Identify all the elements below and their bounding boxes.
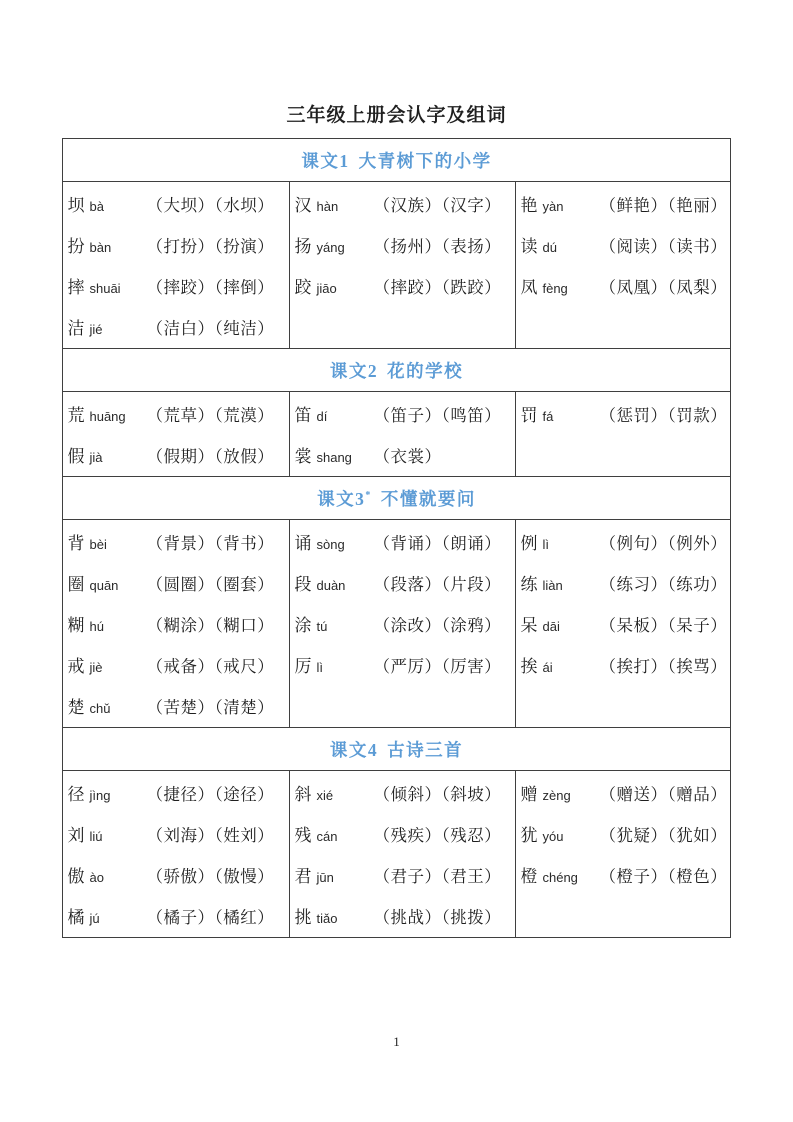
word-groups: （大坝）（水坝）: [146, 195, 275, 215]
character-pinyin: [294, 903, 373, 928]
character-pinyin: [67, 314, 146, 339]
character-pinyin: [520, 611, 599, 636]
vocab-entry: [67, 813, 287, 854]
vocab-entry: [67, 562, 287, 603]
word-groups: （荒草）（荒漠）: [146, 405, 275, 425]
character: 练: [520, 575, 538, 594]
word-groups: （惩罚）（罚款）: [599, 405, 728, 425]
pinyin: fèng: [542, 281, 568, 296]
vocab-entry: [294, 183, 513, 224]
character-pinyin: [294, 529, 373, 554]
character: 楚: [67, 698, 85, 717]
vocab-entry: [520, 644, 727, 685]
character-pinyin: [294, 780, 373, 805]
section-header: [63, 349, 730, 392]
character-pinyin: [520, 821, 599, 846]
document-title: 三年级上册会认字及组词: [286, 105, 507, 126]
character-pinyin: [294, 401, 373, 426]
vocab-cell: [63, 520, 290, 728]
character-pinyin: [67, 611, 146, 636]
vocab-entry: [294, 603, 513, 644]
word-groups: （摔跤）（摔倒）: [146, 277, 275, 297]
word-groups: （残疾）（残忍）: [373, 825, 502, 845]
vocab-entry: [67, 895, 287, 936]
character: 戒: [67, 657, 85, 676]
vocab-entry: [294, 393, 513, 434]
word-groups: （扬州）（表扬）: [373, 236, 502, 256]
character: 诵: [294, 534, 312, 553]
pinyin: yóu: [542, 829, 564, 844]
word-groups: （刘海）（姓刘）: [146, 825, 275, 845]
pinyin: jìng: [89, 788, 111, 803]
character: 刘: [67, 826, 85, 845]
character: 凤: [520, 278, 538, 297]
pinyin: tiǎo: [316, 911, 338, 926]
word-groups: （犹疑）（犹如）: [599, 825, 728, 845]
vocab-cell: [516, 771, 730, 938]
vocab-entry: [520, 393, 727, 434]
character-pinyin: [520, 529, 599, 554]
vocab-entry: [67, 434, 287, 475]
character-pinyin: [520, 191, 599, 216]
character: 傲: [67, 867, 85, 886]
pinyin: chǔ: [89, 701, 111, 716]
character-pinyin: [294, 191, 373, 216]
pinyin: zèng: [542, 788, 571, 803]
vocab-cell: [63, 182, 290, 349]
character-pinyin: [67, 821, 146, 846]
vocab-cell: [290, 182, 516, 349]
character: 扮: [67, 237, 85, 256]
pinyin: lì: [316, 660, 323, 675]
pinyin: bàn: [89, 240, 112, 255]
character: 厉: [294, 657, 312, 676]
character-pinyin: [67, 442, 146, 467]
character-pinyin: [67, 191, 146, 216]
pinyin: duàn: [316, 578, 346, 593]
word-groups: （鲜艳）（艳丽）: [599, 195, 728, 215]
pinyin: yáng: [316, 240, 345, 255]
pinyin: dāi: [542, 619, 560, 634]
character: 犹: [520, 826, 538, 845]
vocab-entry: [294, 813, 513, 854]
pinyin: cán: [316, 829, 338, 844]
character-pinyin: [294, 232, 373, 257]
character-pinyin: [67, 273, 146, 298]
character-pinyin: [294, 570, 373, 595]
word-groups: （倾斜）（斜坡）: [373, 784, 502, 804]
character: 糊: [67, 616, 85, 635]
character-pinyin: [67, 903, 146, 928]
word-groups: （呆板）（呆子）: [599, 615, 728, 635]
character: 残: [294, 826, 312, 845]
character-pinyin: [520, 652, 599, 677]
pinyin: hàn: [316, 199, 339, 214]
character: 挨: [520, 657, 538, 676]
character: 笛: [294, 406, 312, 425]
vocab-cell: [516, 392, 730, 477]
character: 呆: [520, 616, 538, 635]
vocab-entry: [520, 854, 727, 895]
character-pinyin: [294, 611, 373, 636]
vocab-entry: [294, 434, 513, 475]
section-header-title: 古诗三首: [387, 739, 464, 760]
vocab-cell: [290, 392, 516, 477]
word-groups: （骄傲）（傲慢）: [146, 866, 275, 886]
character: 坝: [67, 196, 85, 215]
vocab-entry: [67, 183, 287, 224]
word-groups: （挑战）（挑拨）: [373, 907, 502, 927]
word-groups: （涂改）（涂鸦）: [373, 615, 502, 635]
character: 扬: [294, 237, 312, 256]
character: 斜: [294, 785, 312, 804]
character: 汉: [294, 196, 312, 215]
character-pinyin: [67, 693, 146, 718]
vocab-entry: [67, 644, 287, 685]
character-pinyin: [520, 780, 599, 805]
character: 君: [294, 867, 312, 886]
pinyin: jiāo: [316, 281, 337, 296]
section-header-title: 大青树下的小学: [358, 150, 492, 171]
pinyin: jiè: [89, 660, 103, 675]
word-groups: （练习）（练功）: [599, 574, 728, 594]
word-groups: （戒备）（戒尺）: [146, 656, 275, 676]
character: 跤: [294, 278, 312, 297]
character-pinyin: [520, 570, 599, 595]
pinyin: lì: [542, 537, 549, 552]
pinyin: liàn: [542, 578, 563, 593]
character: 赠: [520, 785, 538, 804]
character: 背: [67, 534, 85, 553]
character: 罚: [520, 406, 538, 425]
vocab-cell: [63, 392, 290, 477]
character: 荒: [67, 406, 85, 425]
word-groups: （挨打）（挨骂）: [599, 656, 728, 676]
character: 圈: [67, 575, 85, 594]
vocab-entry: [520, 521, 727, 562]
vocab-entry: [294, 854, 513, 895]
word-groups: （衣裳）: [373, 446, 442, 466]
vocab-entry: [520, 183, 727, 224]
vocab-entry: [67, 265, 287, 306]
word-groups: （糊涂）（糊口）: [146, 615, 275, 635]
section-header-label: 课文3: [317, 488, 366, 509]
word-groups: （笛子）（鸣笛）: [373, 405, 502, 425]
pinyin: ái: [542, 660, 553, 675]
character-pinyin: [520, 232, 599, 257]
character-pinyin: [67, 232, 146, 257]
pinyin: fá: [542, 409, 554, 424]
vocab-entry: [67, 685, 287, 726]
word-groups: （橘子）（橘红）: [146, 907, 275, 927]
pinyin: yàn: [542, 199, 564, 214]
vocab-entry: [67, 603, 287, 644]
vocab-entry: [67, 854, 287, 895]
section-header-label: 课文4: [329, 739, 379, 760]
character-pinyin: [67, 570, 146, 595]
character-pinyin: [67, 780, 146, 805]
character-pinyin: [520, 273, 599, 298]
pinyin: sòng: [316, 537, 345, 552]
word-groups: （圆圈）（圈套）: [146, 574, 275, 594]
word-groups: （捷径）（途径）: [146, 784, 275, 804]
vocab-entry: [294, 265, 513, 306]
pinyin: shang: [316, 450, 352, 465]
section-header: [63, 477, 730, 520]
word-groups: （假期）（放假）: [146, 446, 275, 466]
vocab-table: [62, 138, 730, 938]
character-pinyin: [294, 442, 373, 467]
character: 橘: [67, 908, 85, 927]
word-groups: （阅读）（读书）: [599, 236, 728, 256]
word-groups: （洁白）（纯洁）: [146, 318, 275, 338]
character-pinyin: [294, 821, 373, 846]
word-groups: （例句）（例外）: [599, 533, 728, 553]
pinyin: jūn: [316, 870, 334, 885]
character: 径: [67, 785, 85, 804]
word-groups: （橙子）（橙色）: [599, 866, 728, 886]
vocab-entry: [520, 224, 727, 265]
word-groups: （君子）（君王）: [373, 866, 502, 886]
word-groups: （背诵）（朗诵）: [373, 533, 502, 553]
vocab-entry: [67, 306, 287, 347]
vocab-entry: [67, 393, 287, 434]
word-groups: （苦楚）（清楚）: [146, 697, 275, 717]
vocab-entry: [67, 772, 287, 813]
word-groups: （摔跤）（跌跤）: [373, 277, 502, 297]
character-pinyin: [294, 652, 373, 677]
section-header-star: *: [365, 489, 372, 501]
character-pinyin: [520, 862, 599, 887]
word-groups: （严厉）（厉害）: [373, 656, 502, 676]
pinyin: shuāi: [89, 281, 121, 296]
character: 洁: [67, 319, 85, 338]
pinyin: quān: [89, 578, 119, 593]
vocab-entry: [294, 521, 513, 562]
character: 摔: [67, 278, 85, 297]
vocab-entry: [67, 224, 287, 265]
page-number: 1: [393, 1034, 400, 1049]
character: 段: [294, 575, 312, 594]
pinyin: hú: [89, 619, 104, 634]
character-pinyin: [67, 401, 146, 426]
pinyin: jú: [89, 911, 100, 926]
vocab-entry: [294, 772, 513, 813]
pinyin: dí: [316, 409, 328, 424]
word-groups: （背景）（背书）: [146, 533, 275, 553]
pinyin: tú: [316, 619, 328, 634]
word-groups: （凤凰）（凤梨）: [599, 277, 728, 297]
vocab-cell: [290, 520, 516, 728]
pinyin: ào: [89, 870, 104, 885]
word-groups: （段落）（片段）: [373, 574, 502, 594]
vocab-entry: [294, 895, 513, 936]
character: 读: [520, 237, 538, 256]
character-pinyin: [520, 401, 599, 426]
pinyin: dú: [542, 240, 557, 255]
word-groups: （赠送）（赠品）: [599, 784, 728, 804]
vocab-cell: [516, 182, 730, 349]
pinyin: xié: [316, 788, 334, 803]
pinyin: bèi: [89, 537, 107, 552]
vocab-entry: [520, 813, 727, 854]
section-header: [63, 139, 730, 182]
character: 艳: [520, 196, 538, 215]
section-header: [63, 728, 730, 771]
vocab-cell: [516, 520, 730, 728]
character-pinyin: [67, 652, 146, 677]
character-pinyin: [67, 862, 146, 887]
character: 涂: [294, 616, 312, 635]
vocab-entry: [520, 265, 727, 306]
character-pinyin: [294, 862, 373, 887]
pinyin: jié: [89, 322, 103, 337]
character: 例: [520, 534, 538, 553]
pinyin: liú: [89, 829, 103, 844]
vocab-entry: [520, 562, 727, 603]
section-header-title: 不懂就要问: [380, 488, 476, 509]
vocab-entry: [520, 603, 727, 644]
pinyin: chéng: [542, 870, 578, 885]
character: 橙: [520, 867, 538, 886]
section-header-title: 花的学校: [387, 360, 464, 381]
pinyin: huāng: [89, 409, 126, 424]
character: 裳: [294, 447, 312, 466]
vocab-cell: [63, 771, 290, 938]
section-header-label: 课文1: [301, 150, 350, 171]
vocab-cell: [290, 771, 516, 938]
character: 假: [67, 447, 85, 466]
word-groups: （打扮）（扮演）: [146, 236, 275, 256]
vocab-entry: [294, 562, 513, 603]
character: 挑: [294, 908, 312, 927]
vocab-entry: [520, 772, 727, 813]
word-groups: （汉族）（汉字）: [373, 195, 502, 215]
vocab-entry: [294, 644, 513, 685]
section-header-label: 课文2: [329, 360, 379, 381]
vocab-entry: [294, 224, 513, 265]
pinyin: jià: [89, 450, 103, 465]
vocab-entry: [67, 521, 287, 562]
character-pinyin: [294, 273, 373, 298]
character-pinyin: [67, 529, 146, 554]
pinyin: bà: [89, 199, 104, 214]
